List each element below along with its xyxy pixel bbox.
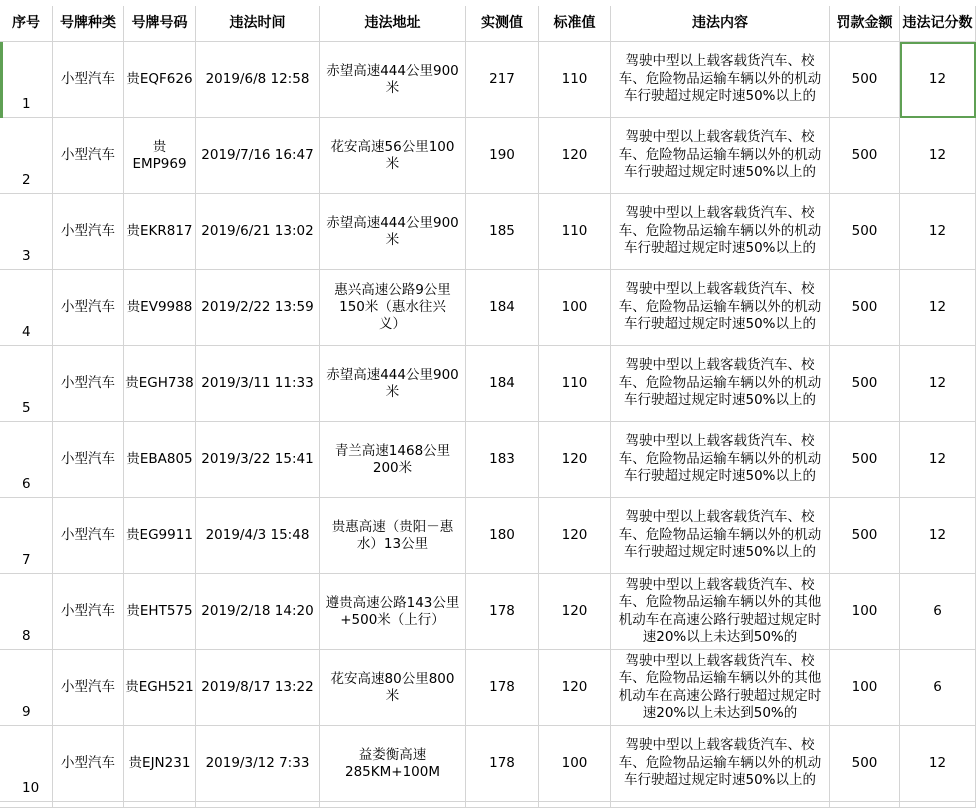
cell-plate-type[interactable]: 小型汽车 [53, 650, 124, 726]
cell-content-text: 驾驶中型以上载客载货汽车、校车、危险物品运输车辆以外的机动车行驶超过规定时速50%以上的 [618, 737, 822, 789]
cell-time[interactable]: 2019/8/17 13:22 [196, 650, 320, 726]
cell-time[interactable]: 2019/3/22 15:41 [196, 422, 320, 498]
cell-fine[interactable]: 100 [830, 574, 900, 650]
cell-place[interactable]: 益娄衡高速285KM+100M [320, 726, 466, 802]
cell-plate-no[interactable] [124, 802, 196, 808]
cell-points[interactable]: 12 [900, 270, 976, 346]
cell-fine[interactable]: 500 [830, 422, 900, 498]
cell-measured[interactable]: 178 [466, 650, 539, 726]
cell-plate-no[interactable]: 贵EJN231 [124, 726, 196, 802]
cell-measured[interactable]: 180 [466, 498, 539, 574]
cell-points[interactable]: 12 [900, 726, 976, 802]
table-row [0, 194, 976, 270]
cell-time[interactable]: 2019/7/16 16:47 [196, 118, 320, 194]
header-plate-no[interactable]: 号牌号码 [124, 6, 196, 42]
cell-measured[interactable]: 178 [466, 726, 539, 802]
cell-place[interactable]: 赤望高速444公里900米 [320, 42, 466, 118]
cell-seq[interactable]: 4 [0, 270, 53, 346]
cell-measured[interactable]: 178 [466, 574, 539, 650]
cell-plate-type[interactable]: 小型汽车 [53, 726, 124, 802]
cell-standard[interactable]: 120 [539, 574, 611, 650]
cell-points[interactable]: 12 [900, 422, 976, 498]
header-place[interactable]: 违法地址 [320, 6, 466, 42]
header-plate-type[interactable]: 号牌种类 [53, 6, 124, 42]
cell-content-text: 驾驶中型以上载客载货汽车、校车、危险物品运输车辆以外的其他机动车在高速公路行驶超过规定时速20%以上未达到50%的 [618, 576, 822, 645]
header-measured[interactable]: 实测值 [466, 6, 539, 42]
cell-standard[interactable]: 120 [539, 118, 611, 194]
cell-plate-type[interactable]: 小型汽车 [53, 346, 124, 422]
header-points[interactable]: 违法记分数 [900, 6, 976, 42]
cell-time[interactable]: 2019/2/18 14:20 [196, 574, 320, 650]
cell-place[interactable]: 赤望高速444公里900米 [320, 346, 466, 422]
cell-place[interactable]: 贵惠高速（贵阳－惠水）13公里 [320, 498, 466, 574]
cell-seq[interactable]: 2 [0, 118, 53, 194]
cell-fine[interactable]: 500 [830, 346, 900, 422]
cell-fine[interactable]: 500 [830, 42, 900, 118]
cell-time[interactable]: 2019/6/21 13:02 [196, 194, 320, 270]
table-row [0, 346, 976, 422]
cell-plate-no[interactable]: 贵EGH521 [124, 650, 196, 726]
cell-fine[interactable]: 500 [830, 194, 900, 270]
cell-points[interactable]: 6 [900, 574, 976, 650]
cell-seq[interactable] [0, 802, 53, 808]
cell-content[interactable] [611, 346, 830, 422]
cell-points[interactable]: 12 [900, 42, 976, 118]
table-row [0, 270, 976, 346]
cell-standard[interactable] [539, 802, 611, 808]
cell-plate-type[interactable]: 小型汽车 [53, 194, 124, 270]
cell-measured[interactable] [466, 802, 539, 808]
cell-points[interactable] [900, 802, 976, 808]
cell-content[interactable] [611, 650, 830, 726]
cell-plate-type[interactable]: 小型汽车 [53, 422, 124, 498]
cell-plate-type[interactable] [53, 802, 124, 808]
cell-points[interactable]: 12 [900, 498, 976, 574]
cell-plate-no[interactable]: 贵EQF626 [124, 42, 196, 118]
cell-place[interactable]: 赤望高速444公里900米 [320, 194, 466, 270]
cell-seq[interactable]: 3 [0, 194, 53, 270]
cell-place[interactable]: 青兰高速1468公里200米 [320, 422, 466, 498]
cell-measured[interactable]: 183 [466, 422, 539, 498]
cell-content[interactable] [611, 726, 830, 802]
header-standard[interactable]: 标准值 [539, 6, 611, 42]
table-row [0, 726, 976, 802]
cell-content[interactable] [611, 422, 830, 498]
cell-place[interactable]: 惠兴高速公路9公里150米（惠水往兴义） [320, 270, 466, 346]
table-row [0, 422, 976, 498]
cell-content-text: 驾驶中型以上载客载货汽车、校车、危险物品运输车辆以外的其他机动车在高速公路行驶超过规定时速20%以上未达到50%的 [618, 652, 822, 721]
cell-content[interactable] [611, 498, 830, 574]
cell-fine[interactable]: 500 [830, 726, 900, 802]
cell-plate-no[interactable]: 贵EG9911 [124, 498, 196, 574]
cell-content-text: 驾驶中型以上载客载货汽车、校车、危险物品运输车辆以外的机动车行驶超过规定时速50%以上的 [618, 357, 822, 409]
cell-measured[interactable]: 184 [466, 346, 539, 422]
cell-plate-no[interactable]: 贵EHT575 [124, 574, 196, 650]
cell-time[interactable]: 2019/3/12 7:33 [196, 726, 320, 802]
cell-plate-no[interactable]: 贵EBA805 [124, 422, 196, 498]
cell-standard[interactable]: 100 [539, 270, 611, 346]
cell-plate-type[interactable]: 小型汽车 [53, 118, 124, 194]
table-row [0, 118, 976, 194]
cell-place[interactable]: 花安高速80公里800米 [320, 650, 466, 726]
cell-fine[interactable]: 500 [830, 498, 900, 574]
cell-plate-no[interactable]: 贵EKR817 [124, 194, 196, 270]
cell-time[interactable]: 2019/3/11 11:33 [196, 346, 320, 422]
cell-content[interactable] [611, 802, 830, 808]
table-row [0, 498, 976, 574]
cell-seq[interactable]: 6 [0, 422, 53, 498]
table-row [0, 650, 976, 726]
cell-content-text: 驾驶中型以上载客载货汽车、校车、危险物品运输车辆以外的机动车行驶超过规定时速50%以上的 [618, 509, 822, 561]
cell-plate-type[interactable]: 小型汽车 [53, 270, 124, 346]
cell-standard[interactable]: 120 [539, 650, 611, 726]
cell-standard[interactable]: 110 [539, 42, 611, 118]
cell-plate-no[interactable]: 贵EMP969 [124, 118, 196, 194]
cell-fine[interactable] [830, 802, 900, 808]
cell-content[interactable] [611, 270, 830, 346]
cell-plate-no[interactable]: 贵EGH738 [124, 346, 196, 422]
header-row [0, 6, 976, 42]
cell-plate-no[interactable]: 贵EV9988 [124, 270, 196, 346]
header-seq[interactable]: 序号 [0, 6, 53, 42]
cell-seq[interactable]: 1 [0, 42, 53, 118]
header-fine[interactable]: 罚款金额 [830, 6, 900, 42]
cell-content-text: 驾驶中型以上载客载货汽车、校车、危险物品运输车辆以外的机动车行驶超过规定时速50%以上的 [618, 53, 822, 105]
cell-time[interactable]: 2019/2/22 13:59 [196, 270, 320, 346]
cell-points[interactable]: 12 [900, 118, 976, 194]
cell-content[interactable] [611, 118, 830, 194]
cell-plate-type[interactable]: 小型汽车 [53, 574, 124, 650]
cell-fine[interactable]: 500 [830, 270, 900, 346]
cell-content-text: 驾驶中型以上载客载货汽车、校车、危险物品运输车辆以外的机动车行驶超过规定时速50%以上的 [618, 205, 822, 257]
table-row-partial [0, 802, 976, 808]
cell-place[interactable]: 遵贵高速公路143公里+500米（上行） [320, 574, 466, 650]
cell-points[interactable]: 12 [900, 346, 976, 422]
cell-seq[interactable]: 9 [0, 650, 53, 726]
cell-points[interactable]: 6 [900, 650, 976, 726]
cell-standard[interactable]: 110 [539, 346, 611, 422]
cell-standard[interactable]: 120 [539, 498, 611, 574]
cell-standard[interactable]: 120 [539, 422, 611, 498]
cell-seq[interactable]: 5 [0, 346, 53, 422]
cell-place[interactable]: 花安高速56公里100米 [320, 118, 466, 194]
cell-measured[interactable]: 217 [466, 42, 539, 118]
cell-content[interactable] [611, 574, 830, 650]
cell-measured[interactable]: 185 [466, 194, 539, 270]
cell-place[interactable] [320, 802, 466, 808]
selected-row-indicator [0, 42, 3, 118]
cell-plate-type[interactable]: 小型汽车 [53, 498, 124, 574]
cell-content-text: 驾驶中型以上载客载货汽车、校车、危险物品运输车辆以外的机动车行驶超过规定时速50%以上的 [618, 433, 822, 485]
table-row [0, 574, 976, 650]
cell-standard[interactable]: 110 [539, 194, 611, 270]
cell-seq[interactable]: 7 [0, 498, 53, 574]
cell-fine[interactable]: 500 [830, 118, 900, 194]
cell-fine[interactable]: 100 [830, 650, 900, 726]
cell-points[interactable]: 12 [900, 194, 976, 270]
cell-content[interactable] [611, 194, 830, 270]
cell-measured[interactable]: 190 [466, 118, 539, 194]
cell-standard[interactable]: 100 [539, 726, 611, 802]
header-content[interactable]: 违法内容 [611, 6, 830, 42]
cell-plate-type[interactable]: 小型汽车 [53, 42, 124, 118]
cell-time[interactable]: 2019/4/3 15:48 [196, 498, 320, 574]
cell-seq[interactable]: 8 [0, 574, 53, 650]
header-time[interactable]: 违法时间 [196, 6, 320, 42]
cell-time[interactable] [196, 802, 320, 808]
cell-time[interactable]: 2019/6/8 12:58 [196, 42, 320, 118]
table-row [0, 42, 976, 118]
cell-seq[interactable]: 10 [0, 726, 53, 802]
cell-content-text: 驾驶中型以上载客载货汽车、校车、危险物品运输车辆以外的机动车行驶超过规定时速50%以上的 [618, 281, 822, 333]
cell-content-text: 驾驶中型以上载客载货汽车、校车、危险物品运输车辆以外的机动车行驶超过规定时速50%以上的 [618, 129, 822, 181]
cell-content[interactable] [611, 42, 830, 118]
cell-measured[interactable]: 184 [466, 270, 539, 346]
